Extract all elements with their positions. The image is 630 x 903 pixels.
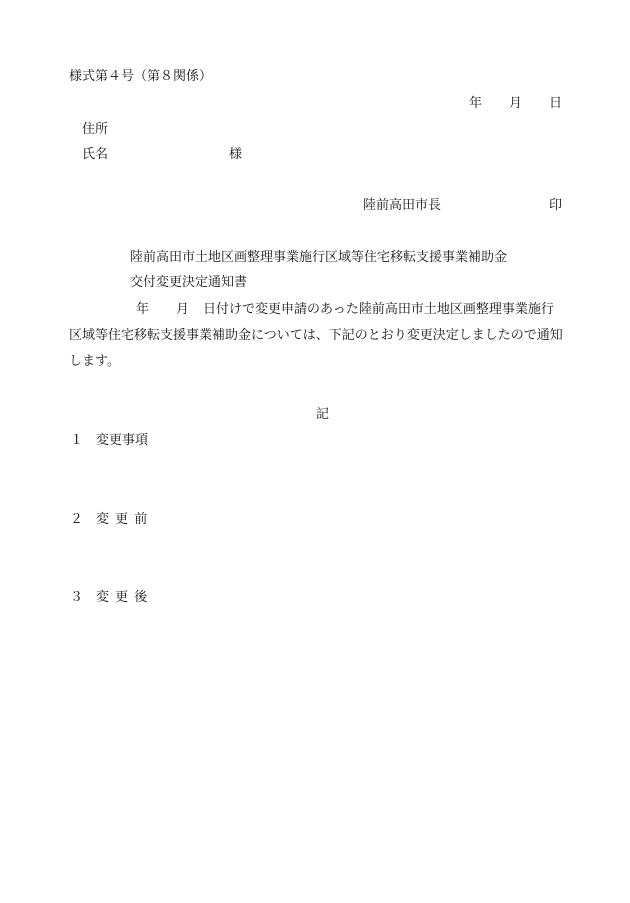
form-number: 様式第４号（第８関係） xyxy=(69,69,213,84)
ki-heading: 記 xyxy=(316,407,330,422)
document-title-line2: 交付変更決定通知書 xyxy=(130,275,248,290)
item-label: 変更事項 xyxy=(96,433,149,448)
date-day-label: 日 xyxy=(549,96,563,111)
date-month-label: 月 xyxy=(509,96,523,111)
issuer-title: 陸前高田市長 xyxy=(363,198,442,213)
item-number: ３ xyxy=(70,590,84,605)
body-year-label: 年 xyxy=(136,302,150,317)
address-label: 住所 xyxy=(82,122,109,137)
body-line2: 区域等住宅移転支援事業補助金については、下記のとおり変更決定しましたので通知 xyxy=(69,328,563,343)
item-number: ２ xyxy=(70,512,84,527)
body-line1: 日付けで変更申請のあった陸前高田市土地区画整理事業施行 xyxy=(203,302,554,317)
date-year-label: 年 xyxy=(469,96,483,111)
document-title-line1: 陸前高田市土地区画整理事業施行区域等住宅移転支援事業補助金 xyxy=(130,250,508,265)
item-label: 変 更 前 xyxy=(96,512,149,527)
item-number: １ xyxy=(70,433,84,448)
body-line3: します。 xyxy=(69,354,120,369)
body-month-label: 月 xyxy=(176,302,190,317)
seal-mark: 印 xyxy=(549,198,563,213)
honorific-label: 様 xyxy=(229,147,243,162)
item-label: 変 更 後 xyxy=(96,590,149,605)
name-label: 氏名 xyxy=(82,147,109,162)
